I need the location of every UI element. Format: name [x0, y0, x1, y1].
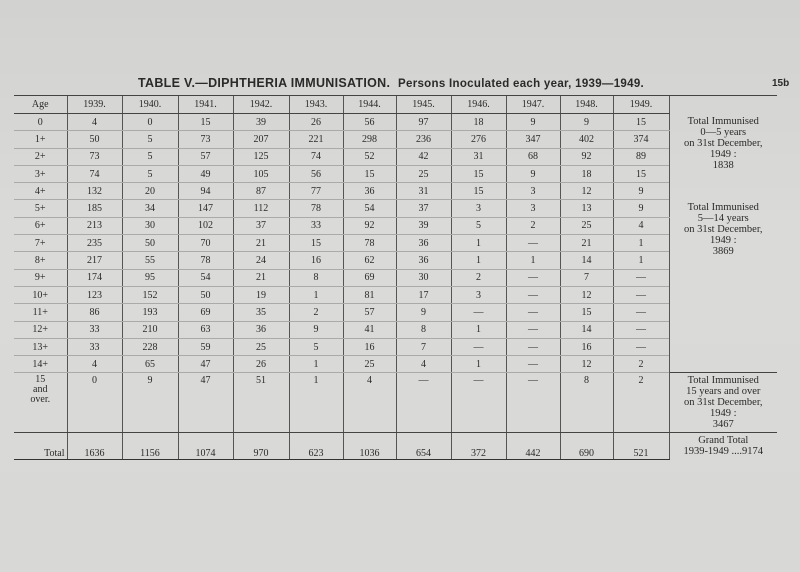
value-cell: 74: [289, 148, 343, 165]
value-cell: 5: [122, 131, 178, 148]
total-cell: 442: [506, 433, 560, 460]
age-cell: 6+: [14, 217, 67, 234]
value-cell: 9: [506, 114, 560, 131]
value-cell: 73: [67, 148, 122, 165]
value-cell: 1: [451, 356, 506, 373]
value-cell: —: [506, 304, 560, 321]
value-cell: 207: [233, 131, 289, 148]
value-cell: 2: [289, 304, 343, 321]
note-line: on 31st December,: [683, 223, 763, 235]
value-cell: 41: [343, 321, 396, 338]
value-cell: 25: [233, 338, 289, 355]
value-cell: 36: [233, 321, 289, 338]
value-cell: 73: [178, 131, 233, 148]
value-cell: 37: [233, 217, 289, 234]
column-header-year: 1948.: [560, 96, 613, 114]
age-line: over.: [30, 394, 51, 406]
value-cell: 26: [289, 114, 343, 131]
note-line: 1949 :: [709, 148, 737, 160]
value-cell: 50: [122, 235, 178, 252]
total-label: Total: [14, 433, 67, 460]
value-cell: 37: [396, 200, 451, 217]
note-line: 3467: [712, 419, 734, 431]
value-cell: 15: [289, 235, 343, 252]
value-cell: —: [613, 269, 669, 286]
value-cell: 33: [289, 217, 343, 234]
value-cell: 65: [122, 356, 178, 373]
value-cell: 26: [233, 356, 289, 373]
value-cell: —: [613, 338, 669, 355]
total-cell: 654: [396, 433, 451, 460]
value-cell: 94: [178, 183, 233, 200]
table-row: [14, 252, 777, 269]
note-over15: [669, 373, 777, 433]
value-cell: 1: [451, 321, 506, 338]
value-cell: 35: [233, 304, 289, 321]
age-cell: [14, 373, 67, 433]
note-under5: [669, 114, 777, 200]
value-cell: 97: [396, 114, 451, 131]
age-cell: 9+: [14, 269, 67, 286]
note-line: 3869: [712, 245, 734, 257]
value-cell: 36: [396, 252, 451, 269]
total-row: [14, 433, 777, 460]
value-cell: 1: [613, 252, 669, 269]
column-header-year: 1942.: [233, 96, 289, 114]
note-line: 0—5 years: [700, 126, 747, 138]
value-cell: 8: [289, 269, 343, 286]
value-cell: 1: [451, 235, 506, 252]
value-cell: 49: [178, 165, 233, 182]
value-cell: 102: [178, 217, 233, 234]
age-cell: 3+: [14, 165, 67, 182]
value-cell: 74: [67, 165, 122, 182]
table-row: [14, 269, 777, 286]
age-line: 15: [35, 374, 46, 386]
header-row: [14, 96, 777, 114]
note-line: 1949 :: [709, 408, 737, 420]
table-row: [14, 200, 777, 217]
value-cell: 55: [122, 252, 178, 269]
value-cell: 125: [233, 148, 289, 165]
value-cell: 25: [396, 165, 451, 182]
value-cell: —: [506, 321, 560, 338]
value-cell: 4: [343, 373, 396, 433]
table-row: [14, 356, 777, 373]
table-row: [14, 321, 777, 338]
age-cell: 4+: [14, 183, 67, 200]
age-cell: 2+: [14, 148, 67, 165]
column-header-year: 1946.: [451, 96, 506, 114]
note-line: 1838: [712, 159, 734, 171]
value-cell: 34: [122, 200, 178, 217]
value-cell: 402: [560, 131, 613, 148]
value-cell: 228: [122, 338, 178, 355]
value-cell: —: [506, 286, 560, 303]
column-header-year: 1939.: [67, 96, 122, 114]
value-cell: 62: [343, 252, 396, 269]
value-cell: 15: [451, 165, 506, 182]
value-cell: —: [396, 373, 451, 433]
column-header-year: 1944.: [343, 96, 396, 114]
value-cell: 3: [506, 183, 560, 200]
value-cell: 81: [343, 286, 396, 303]
note-line: Grand Total: [698, 435, 749, 447]
value-cell: 15: [178, 114, 233, 131]
value-cell: 105: [233, 165, 289, 182]
value-cell: 12: [560, 286, 613, 303]
value-cell: 56: [289, 165, 343, 182]
table-row: [14, 165, 777, 182]
value-cell: —: [613, 286, 669, 303]
value-cell: 39: [396, 217, 451, 234]
value-cell: 30: [122, 217, 178, 234]
value-cell: 33: [67, 321, 122, 338]
value-cell: 298: [343, 131, 396, 148]
table-title-main: TABLE V.—DIPHTHERIA IMMUNISATION.: [138, 76, 391, 90]
age-cell: 8+: [14, 252, 67, 269]
value-cell: 1: [506, 252, 560, 269]
table-title: [138, 76, 644, 90]
note-line: Total Immunised: [687, 375, 759, 387]
table-row: [14, 114, 777, 131]
total-cell: 970: [233, 433, 289, 460]
table-row: [14, 217, 777, 234]
value-cell: 4: [67, 114, 122, 131]
value-cell: 20: [122, 183, 178, 200]
column-header-year: 1943.: [289, 96, 343, 114]
value-cell: 14: [560, 321, 613, 338]
value-cell: 2: [451, 269, 506, 286]
table-subtitle: Persons Inoculated each year, 1939—1949.: [398, 78, 645, 90]
value-cell: 54: [343, 200, 396, 217]
value-cell: 152: [122, 286, 178, 303]
total-cell: 1074: [178, 433, 233, 460]
value-cell: 25: [343, 356, 396, 373]
note-line: 1949 :: [709, 234, 737, 246]
value-cell: 78: [289, 200, 343, 217]
value-cell: 17: [396, 286, 451, 303]
value-cell: 57: [178, 148, 233, 165]
value-cell: 36: [343, 183, 396, 200]
age-cell: 12+: [14, 321, 67, 338]
value-cell: 5: [122, 148, 178, 165]
value-cell: —: [451, 373, 506, 433]
total-cell: 521: [613, 433, 669, 460]
age-cell: 14+: [14, 356, 67, 373]
age-cell: 13+: [14, 338, 67, 355]
value-cell: 374: [613, 131, 669, 148]
value-cell: 21: [560, 235, 613, 252]
value-cell: 31: [396, 183, 451, 200]
table-row-15-and-over: [14, 373, 777, 433]
value-cell: 5: [289, 338, 343, 355]
value-cell: 30: [396, 269, 451, 286]
value-cell: 25: [560, 217, 613, 234]
value-cell: 89: [613, 148, 669, 165]
value-cell: 16: [343, 338, 396, 355]
note-line: on 31st December,: [683, 137, 763, 149]
note-line: Total Immunised: [687, 115, 759, 127]
value-cell: 8: [396, 321, 451, 338]
value-cell: 9: [396, 304, 451, 321]
value-cell: —: [506, 338, 560, 355]
value-cell: —: [451, 338, 506, 355]
value-cell: 78: [178, 252, 233, 269]
value-cell: 9: [613, 200, 669, 217]
table-row: [14, 338, 777, 355]
value-cell: —: [451, 304, 506, 321]
value-cell: 112: [233, 200, 289, 217]
notes-column-header: [669, 96, 777, 114]
value-cell: 47: [178, 356, 233, 373]
value-cell: 2: [506, 217, 560, 234]
value-cell: 347: [506, 131, 560, 148]
column-header-year: 1945.: [396, 96, 451, 114]
total-cell: 623: [289, 433, 343, 460]
value-cell: 12: [560, 183, 613, 200]
value-cell: 69: [178, 304, 233, 321]
value-cell: 92: [560, 148, 613, 165]
value-cell: 21: [233, 269, 289, 286]
value-cell: 193: [122, 304, 178, 321]
value-cell: 50: [67, 131, 122, 148]
note-line: 5—14 years: [697, 212, 749, 224]
value-cell: —: [613, 321, 669, 338]
value-cell: 5: [451, 217, 506, 234]
value-cell: 1: [289, 286, 343, 303]
value-cell: 0: [67, 373, 122, 433]
note-line: on 31st December,: [683, 397, 763, 409]
value-cell: 54: [178, 269, 233, 286]
value-cell: 15: [451, 183, 506, 200]
total-cell: 690: [560, 433, 613, 460]
total-cell: 1036: [343, 433, 396, 460]
value-cell: 18: [560, 165, 613, 182]
table-row: [14, 183, 777, 200]
value-cell: 1: [289, 373, 343, 433]
value-cell: 19: [233, 286, 289, 303]
value-cell: 9: [122, 373, 178, 433]
value-cell: 2: [613, 356, 669, 373]
value-cell: 9: [560, 114, 613, 131]
age-cell: 7+: [14, 235, 67, 252]
value-cell: 9: [506, 165, 560, 182]
value-cell: 185: [67, 200, 122, 217]
value-cell: 7: [560, 269, 613, 286]
age-line: and: [33, 384, 48, 396]
value-cell: 9: [289, 321, 343, 338]
value-cell: 221: [289, 131, 343, 148]
value-cell: 123: [67, 286, 122, 303]
value-cell: 12: [560, 356, 613, 373]
value-cell: 86: [67, 304, 122, 321]
value-cell: 21: [233, 235, 289, 252]
immunisation-table: [14, 95, 777, 460]
value-cell: 39: [233, 114, 289, 131]
value-cell: —: [613, 304, 669, 321]
value-cell: 13: [560, 200, 613, 217]
value-cell: 70: [178, 235, 233, 252]
value-cell: 174: [67, 269, 122, 286]
age-cell: 1+: [14, 131, 67, 148]
table-row: [14, 286, 777, 303]
value-cell: 236: [396, 131, 451, 148]
value-cell: 15: [343, 165, 396, 182]
value-cell: 42: [396, 148, 451, 165]
value-cell: 4: [67, 356, 122, 373]
value-cell: 0: [122, 114, 178, 131]
value-cell: 3: [451, 200, 506, 217]
value-cell: 95: [122, 269, 178, 286]
value-cell: 50: [178, 286, 233, 303]
value-cell: —: [506, 373, 560, 433]
value-cell: 16: [289, 252, 343, 269]
table-row: [14, 235, 777, 252]
value-cell: 14: [560, 252, 613, 269]
column-header-year: 1949.: [613, 96, 669, 114]
value-cell: —: [506, 269, 560, 286]
value-cell: 57: [343, 304, 396, 321]
age-cell: 5+: [14, 200, 67, 217]
value-cell: 276: [451, 131, 506, 148]
value-cell: 15: [613, 165, 669, 182]
table-row: [14, 304, 777, 321]
note-grand: [669, 433, 777, 460]
value-cell: 147: [178, 200, 233, 217]
age-cell: 11+: [14, 304, 67, 321]
total-cell: 1636: [67, 433, 122, 460]
value-cell: 33: [67, 338, 122, 355]
value-cell: 4: [613, 217, 669, 234]
page-number: 15b: [772, 78, 790, 89]
value-cell: 47: [178, 373, 233, 433]
note-age5to14: [669, 200, 777, 373]
column-header-year: 1940.: [122, 96, 178, 114]
value-cell: 68: [506, 148, 560, 165]
value-cell: 69: [343, 269, 396, 286]
value-cell: 92: [343, 217, 396, 234]
value-cell: 210: [122, 321, 178, 338]
value-cell: 78: [343, 235, 396, 252]
table-row: [14, 131, 777, 148]
value-cell: 4: [396, 356, 451, 373]
note-line: Total Immunised: [687, 201, 759, 213]
value-cell: 1: [289, 356, 343, 373]
age-cell: 0: [14, 114, 67, 131]
value-cell: 87: [233, 183, 289, 200]
note-line: 1939-1949 ....9174: [683, 446, 764, 458]
value-cell: 8: [560, 373, 613, 433]
value-cell: 31: [451, 148, 506, 165]
value-cell: 52: [343, 148, 396, 165]
value-cell: 213: [67, 217, 122, 234]
value-cell: 132: [67, 183, 122, 200]
value-cell: 2: [613, 373, 669, 433]
value-cell: 1: [451, 252, 506, 269]
value-cell: 3: [451, 286, 506, 303]
column-header-year: 1941.: [178, 96, 233, 114]
value-cell: 36: [396, 235, 451, 252]
value-cell: 1: [613, 235, 669, 252]
column-header-year: 1947.: [506, 96, 560, 114]
value-cell: 15: [613, 114, 669, 131]
value-cell: —: [506, 235, 560, 252]
value-cell: 56: [343, 114, 396, 131]
value-cell: 9: [613, 183, 669, 200]
value-cell: 59: [178, 338, 233, 355]
value-cell: 16: [560, 338, 613, 355]
value-cell: 217: [67, 252, 122, 269]
value-cell: 77: [289, 183, 343, 200]
column-header-age: Age: [14, 96, 67, 114]
value-cell: 18: [451, 114, 506, 131]
table-row: [14, 148, 777, 165]
value-cell: 3: [506, 200, 560, 217]
value-cell: 15: [560, 304, 613, 321]
value-cell: 7: [396, 338, 451, 355]
note-line: 15 years and over: [686, 386, 761, 398]
value-cell: 24: [233, 252, 289, 269]
total-cell: 372: [451, 433, 506, 460]
total-cell: 1156: [122, 433, 178, 460]
value-cell: 63: [178, 321, 233, 338]
age-cell: 10+: [14, 286, 67, 303]
value-cell: 51: [233, 373, 289, 433]
value-cell: 5: [122, 165, 178, 182]
value-cell: 235: [67, 235, 122, 252]
value-cell: —: [506, 356, 560, 373]
